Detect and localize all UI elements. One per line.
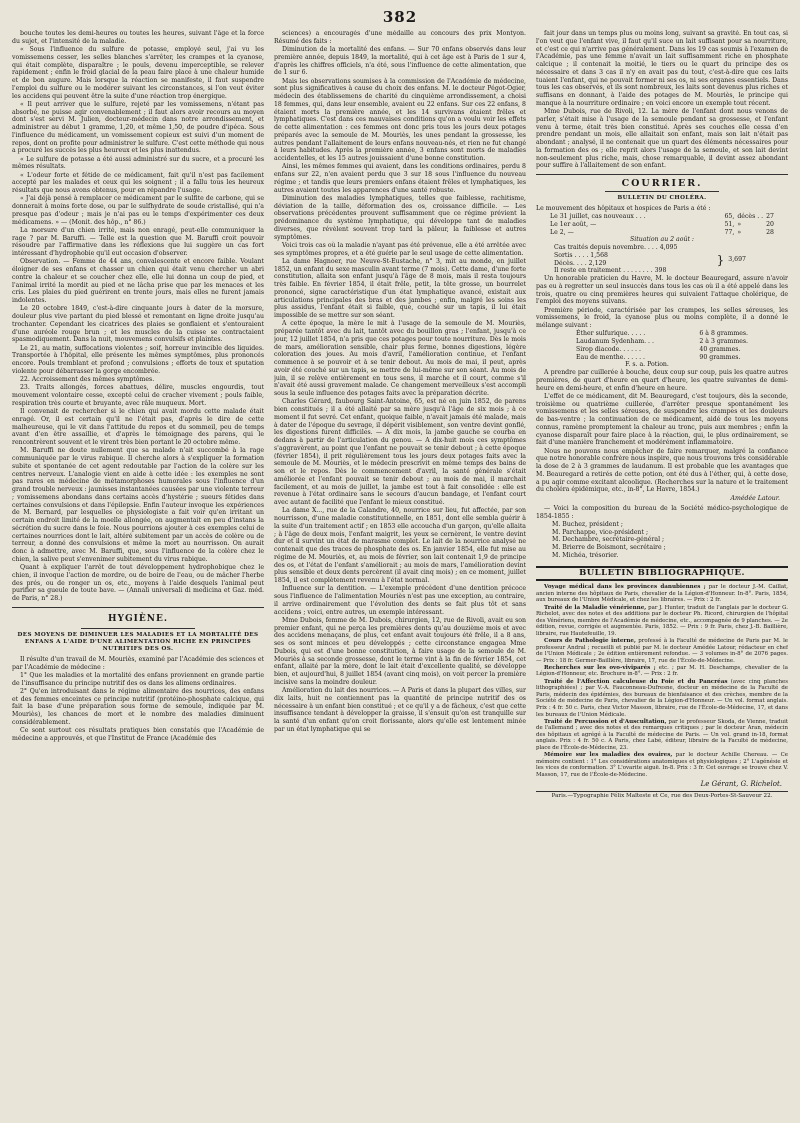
paragraph: 1° Que les maladies et la mortalité des enfans proviennent en grande partie de l'insuffisance du principe nutritif des os dans les alimens ordinaires. <box>12 671 264 687</box>
paragraph: 23. Traits allongés, forces abattues, délire, muscles engourdis, tout mouvement volontaire cesse, excepté celui de cracher vivement ; pouls faible, respiration très courte et bruyante, avec râle muqueux. Mort. <box>12 384 264 407</box>
biblio-entry-text: par le docteur Achille Chereau. — Ce mémoire contient : 1° Les considérations anatomiques et physiologiques ; 2° L'agénésie et les vices de conformation. 3° L'ovarite aiguë. In-8. Prix : 3 fr. Cet ouvrage se trouve chez V. Masson, 17, rue de l'École-de-Médecine. <box>536 752 788 778</box>
biblio-entry <box>536 679 788 719</box>
biblio-title: BULLETIN BIBLIOGRAPHIQUE. <box>536 566 788 582</box>
stat-cell: Le 31 juillet, cas nouveaux . . . <box>550 213 646 220</box>
paragraph: Première période, caractérisée par les crampes, les selles séreuses, les vomissemens, le froid, la cyanose plus ou moins complète, il a donné le mélange suivant : <box>536 306 788 329</box>
hygiene-title: HYGIÈNE. <box>108 613 168 624</box>
courrier-intro: Le mouvement des hôpitaux et hospices de Paris a été : <box>536 204 711 212</box>
paragraph: Voici trois cas où la maladie n'ayant pas été prévenue, elle a été arrêtée avec ses symptômes propres, et a été guérie par le seul usage de cette alimentation. <box>274 241 526 257</box>
paragraph: Ainsi, les mêmes femmes qui avaient, dans les conditions ordinaires, perdu 8 enfans sur 22, n'en avaient perdu que 3 sur 18 sous l'influence du nouveau régime ; et tandis que leurs premiers enfans étaient frêles et lymphatiques, les autres avaient toutes les apparences d'une santé robuste. <box>274 163 526 194</box>
paragraph: Amélioration du lait des nourrices. — A Paris et dans la plupart des villes, sur dix laits, huit ne contiennent pas la quantité de principe nutritif des os nécessaire à un enfant bien constitué ; et ce qu'il y a de fâcheux, c'est que cette insuffisance tendant à développer la graisse, il s'ensuit qu'on est tranquille sur la santé d'un enfant qu'on croit florissante, alors qu'elle est lentement minée par un état lymphatique qui se <box>274 687 526 733</box>
paragraph: Diminution des maladies lymphatiques, telles que faiblesse, rachitisme, déviation de la taille, déformation des os, croissance difficile. — Les observations précédentes prouvent suffisamment que ce régime prévient la prédominance du système lymphatique, qui développe tant de maladies diverses, que révèlent souvent trop tard la pâleur, la faiblesse et autres symptômes. <box>274 194 526 241</box>
biblio-entry-text: (avec cinq planches lithographiées) ; par V.-A. Fauconneau-Dufresne, docteur en médecine de la Faculté de Paris, médecin des épidémies, des bureaux de bienfaisance et des crèches, membre de la Société de médecine de Paris, chevalier de la Légion-d'Honneur. — Un vol. format anglais. Prix : 4 fr. 50 c. Paris, chez Victor Masson, libraire, rue de l'École-de-Médecine, 17, et dans les bureaux de l'Union Médicale. <box>536 678 788 718</box>
formula-cell: 40 grammes. <box>699 345 741 353</box>
col3-body <box>536 30 788 170</box>
paragraph: Le 21, au matin, suffocations violentes ; soif, horreur invincible des liquides. Transportée à l'hôpital, elle présente les mêmes symptômes, plus prononcés encore. Pouls tremblant et profond ; convulsions ; efforts de toux et sputation violente pour débarrasser la gorge encombrée. <box>12 344 264 375</box>
list-item: M. Michéa, trésorier. <box>552 551 619 559</box>
col1-body <box>12 30 264 603</box>
paragraph: « Il peut arriver que le sulfure, rejeté par les vomissemens, n'étant pas absorbé, ne puisse agir convenablement ; il faut alors avoir recours au moyen dont s'est servi M. Julien, docteur-médecin dans notre arrondissement, et administrer au début 1 gramme, 1,20, et même 1,50, de poudre d'ipéca. Sous l'influence du médicament, un vomissement copieux est suivi d'un moment de repos, dont on profite pour administrer le sulfure. C'est cette méthode qui nous a procuré les succès les plus heureux et les plus inattendus. <box>12 100 264 155</box>
stat-cell: 20 <box>766 220 774 228</box>
paragraph: La dame Hagnoer, rue Neuve-St-Eustache, n° 3, mit au monde, en juillet 1852, un enfant du sexe masculin avant terme (7 mois). Cette dame, d'une forte constitution, allaita son enfant jusqu'à l'âge de 8 mois, mais il resta toujours très faible. En février 1854, il était frêle, petit, la tête grosse, un bourrelet prononcé, signe caractéristique d'un état lymphatique avancé, existait aux articulations principales des bras et des jambes ; enfin, malgré les soins les plus assidus, l'enfant était si faible, que, couché sur un tapis, il lui était impossible de se mettre sur son séant. <box>274 257 526 319</box>
biblio-entry-text: professé à la Faculté de médecine de Paris par M. le professeur Andral ; recueilli et publié par M. le docteur Amédée Latour, rédacteur en chef de l'Union Médicale ; 2e édition entièrement refondue. — 3 volumes in-8° de 2076 pages. — Prix : 18 fr. Germer-Baillière, libraire, 17, rue de l'École-de-Médecine. <box>536 638 788 664</box>
paragraph: La dame X..., rue de la Calandre, 40, nourrice sur lieu, fut affectée, par son nourrisson, d'une maladie constitutionnelle, en 1851, dont elle sembla guérir à la suite d'un traitement actif ; en 1853 elle accoucha d'un garçon, qu'elle allaita ; à l'âge de deux mois, l'enfant maigrit, les yeux se cernèrent, le ventre devint dur et il survint un état de marasme complet. Le lait de la nourrice analysé ne contenait que des traces de phosphate des os. En janvier 1854, elle fut mise au régime de M. Mouriès, et, au mois de février, son lait contenait 1,9 de principe des os, et l'état de l'enfant s'améliorait ; au mois de mars, l'amélioration devint plus sensible et deux dents percèrent (il avait cinq mois) ; en ce moment, juillet 1854, il est complètement revenu à l'état normal. <box>274 507 526 584</box>
paragraph: sciences) a encouragés d'une médaille au concours des prix Montyon. Résumé des faits : <box>274 30 526 45</box>
page-number: 382 <box>382 8 418 26</box>
biblio-entry <box>536 584 788 604</box>
paragraph: Le 20 octobre 1849, c'est-à-dire cinquante jours à dater de la morsure, douleur plus vive partant du pied blessé et remontant en ligne droite jusqu'au trochanter. Cependant les cicatrices des plaies se gonflaient et s'entouraient d'une auréole rouge brun ; et les muscles de la cuisse se contractaient spasmodiquement. Dans la nuit, mouvemens convulsifs et plaintes. <box>12 305 264 344</box>
biblio-entry <box>536 638 788 664</box>
potion-formula <box>536 330 788 361</box>
paragraph: 22. Accroissement des mêmes symptômes. <box>20 376 155 383</box>
paragraph: Il convenait de rechercher si le chien qui avait mordu cette malade était enragé. Or, il est certain qu'il ne l'était pas, d'après le dire de cette malheureuse, qui le vit dans l'attitude du repos et du sommeil, peu de temps avant d'en être assaillie, et d'après le témoignage des parens, qui le rencontrèrent souvent et le virent très bien portant le 20 octobre même. <box>12 408 264 446</box>
paragraph: M. Baruffi ne doute nullement que sa malade n'ait succombé à la rage communiquée par le virus rabique. Il cherche alors à s'expliquer la formation subite et spontanée de cet agent redoutable par l'action de la colère sur les centres nerveux. L'analogie vient en aide à cette idée : les exemples ne sont pas rares en médecine de métamorphoses humorales sous l'influence d'un grand trouble nerveux : jaunisses instantanées causées par une violente terreur ; vomissemens abondans dans certains accès d'hystérie ; sueurs fétides dans certaines convulsions et dans l'épilepsie. Enfin l'auteur invoque les expériences de M. Bernard, par lesquelles ce physiologiste a fait voir qu'en irritant un certain endroit limité de la moelle allongée, on augmentait en peu d'instans la sécrétion du sucre dans le foie. Nous pourrions ajouter à ces exemples celui de certaines nourrices dont le lait, altéré subitement par un accès de colère ou de terreur, a donné des convulsions et même la mort au nourrisson. On aurait donc à admettre, avec M. Baruffi, que, sous l'influence de la colère chez le chien, la salive peut s'envenimer subitement du virus rabique. <box>12 447 264 563</box>
paragraph: A prendre par cuillerée à bouche, deux coup sur coup, puis les quatre autres premières, de quart d'heure en quart d'heure, les quatre suivantes de demi-heure en demi-heure, et enfin d'heure en heure. <box>536 369 788 392</box>
formula-cell: Éther sulfurique. . . . . <box>576 330 646 338</box>
gerant-line: Le Gérant, G. Richelot. <box>700 780 782 789</box>
cholera-bulletin-title: BULLETIN DU CHOLÉRA. <box>617 194 707 201</box>
courrier-rule <box>536 174 788 175</box>
biblio-entry <box>536 752 788 778</box>
column-3 <box>536 30 788 1123</box>
sortis-count: Sortis . . . . 1,568 <box>554 251 608 259</box>
signature: Amédée Latour. <box>730 495 780 502</box>
formula-cell: Eau de menthe. . . . . . <box>576 353 646 361</box>
formula-cell: 90 grammes. <box>699 353 741 361</box>
biblio-entry-title: Traité de Percussion et d'Auscultation, <box>544 718 667 725</box>
situation-label: Situation au 2 août : <box>629 236 694 244</box>
remaining-count: Il reste en traitement . . . . . . . . 398 <box>554 267 667 275</box>
paragraph: « L'odeur forte et fétide de ce médicament, fait qu'il n'est pas facilement accepté par les malades et ceux qui les soignent ; il a fallu tous les heureux résultats que nous avons obtenus, pour en répandre l'usage. <box>12 171 264 194</box>
paragraph: « Sous l'influence du sulfure de potasse, employé seul, j'ai vu les vomissemens cesser, les selles blanches s'arrêter, les crampes et la cyanose, qui était complète, disparaître ; le pouls, devenu imperceptible, se relever rapidement ; enfin le froid glacial de la peau faire place à une chaleur humide et de bon augure. Mais lorsque la réaction se manifeste, il faut suspendre l'emploi du sulfure ou le modérer suivant les circonstances, si l'on veut éviter les accidens qui peuvent être la suite d'une réaction trop énergique. <box>12 46 264 100</box>
list-item: M. Dechambre, secrétaire-général ; <box>552 536 665 544</box>
stat-cell: décès . . <box>737 213 764 220</box>
paragraph: Diminution de la mortalité des enfans. — Sur 70 enfans observés dans leur première année, depuis 1849, la mortalité, qui à cet âge est à Paris de 1 sur 4, d'après les chiffres officiels, n'a été, sous l'influence de cette alimentation, que de 1 sur 6. <box>274 46 526 77</box>
deces-count: Décès. . . . 2,129 <box>554 259 607 267</box>
courrier-paras <box>536 275 788 330</box>
formula-cell: Sirop diacode. . . . . . <box>576 345 641 353</box>
stat-cell: 65, <box>724 213 735 220</box>
column-1 <box>12 30 264 1123</box>
paragraph: Ce sont surtout ces résultats pratiques bien constatés que l'Académie de médecine a approuvés, et que l'Institut de France (Académie des <box>12 727 264 742</box>
paragraph: 2° Qu'en introduisant dans le régime alimentaire des nourrices, des enfans et des femmes enceintes ce principe nutritif (protéino-phosphate calcique, qui fait la base d'une préparation sous forme de semoule, indiquée par M. Mouriès), les chances de mort et le nombre des maladies diminuent considérablement. <box>12 687 264 726</box>
paragraph: A cette époque, la mère le mit à l'usage de la semoule de M. Mouriès, préparée tantôt avec du lait, tantôt avec du bouillon gras ; l'enfant, jusqu'à ce jour, 12 juillet 1854, n'a pris que ces potages pour toute nourriture. Dès le mois de mars, amélioration sensible, chair plus ferme, bonnes digestions, légère coloration des joues. Au mois d'avril, l'amélioration continue, et l'enfant commence à se pouvoir et à se tenir debout. Au mois de mai, il peut, après avoir été couché sur un tapis, se mettre de lui-même sur son séant. Au mois de juin, il se relève entièrement en tous sens, il marche et il court, comme s'il n'avait été aussi gravement malade. Ce changement merveilleux s'est accompli sous la seule influence des potages faits avec la préparation décrite. <box>274 320 526 397</box>
paragraph: Observation. — Femme de 44 ans, convalescente et encore faible. Voulant éloigner de ses enfans et chasser un chien qui était venu chercher un abri contre la chaleur et se coucher chez elle, elle lui donna un coup de pied, et l'animal irrité la mordit au pied et ne lâcha prise que par les menaces et les cris. Les plaies du pied guérirent en trente jours, mais elles ne furent jamais indolentes. <box>12 258 264 304</box>
biblio-entry-title: Traité de la Maladie vénérienne, <box>544 604 647 611</box>
biblio-entry-title: Traité de l'Affection calculeuse du Foie et du Pancréas <box>544 678 728 685</box>
biblio-entry-title: Cours de Pathologie interne, <box>544 638 636 644</box>
paragraph: bouche toutes les demi-heures ou toutes les heures, suivant l'âge et la force du sujet, et l'intensité de la maladie. <box>12 30 264 45</box>
stat-cell: Le 1er août, — <box>550 220 597 228</box>
outcome-group <box>554 252 770 268</box>
paragraph: Un honorable praticien du Havre, M. le docteur Beauregard, assure n'avoir pas eu à regretter un seul insuccès dans tous les cas où il a été appelé dans les trois, quatre ou cinq premières heures qui suivaient l'attaque cholérique, de l'emploi des moyens suivans. <box>536 275 788 306</box>
col1-end <box>12 656 264 743</box>
short-rule <box>81 628 194 629</box>
bureau-intro: — Voici la composition du bureau de la Société médico-psychologique de 1854-1855 : <box>536 504 788 520</box>
paragraph: Il résulte d'un travail de M. Mouriès, examiné par l'Académie des sciences et par l'Académie de médecine : <box>12 655 264 671</box>
biblio-entry-title: Mémoire sur les maladies des ovaires, <box>544 752 673 759</box>
biblio-entry <box>536 665 788 678</box>
stat-cell: 51, <box>724 220 735 228</box>
paragraph: Mme Dubois, rue de Rivoli, 12. La mère de l'enfant dont nous venons de parler, s'était mise à l'usage de la semoule pendant sa grossesse, et l'enfant venu à terme, était très bien constitué. Après ses couches elle cessa d'en prendre pendant un mois, elle allaitait son enfant, mais son lait n'était pas abondant ; analysé, il ne contenait que un quart des éléments nécessaires pour la formation des os ; elle reprit alors l'usage de la semoule, et son lait devint non-seulement plus riche, mais, chose remarquable, il devint assez abondant pour suffire à l'allaitement de son enfant. <box>536 108 788 170</box>
col2-body <box>274 30 526 734</box>
biblio-entry <box>536 605 788 638</box>
courrier-paras-2 <box>536 369 788 494</box>
printer-line: Paris.—Typographie Félix Malteste et Ce, rue des Deux-Portes-St-Sauveur 22. <box>536 791 788 800</box>
paragraph: Mais les observations soumises à la commission de l'Académie de médecine, sont plus significatives à cause du choix des enfans. M. le docteur Pégot-Ogier, médecin des établissemens de charité du cinquième arrondissement, a choisi 18 femmes, qui, dans leur ensemble, avaient eu 22 enfans. Sur ces 22 enfans, 8 étaient morts la première année, et les 14 survivans étaient frêles et lymphatiques. C'est dans ces mauvaises conditions qu'on a voulu voir les effets de cette alimentation : ces femmes ont donc pris tous les jours deux potages préparés avec la semoule de M. Mouriès, les unes pendant la grossesse, les autres pendant l'allaitement de leurs enfans nouveau-nés, et rien ne fut changé à leurs habitudes. Après la première année, 3 enfans sont morts de maladies accidentelles, et les 15 autres jouissaient d'une bonne constitution. <box>274 77 526 162</box>
brace: } <box>716 252 725 267</box>
section-rule <box>12 607 264 608</box>
bureau-list <box>552 521 788 560</box>
stat-cell: » <box>737 228 742 236</box>
situation-block <box>536 244 788 275</box>
biblio-entry-text: par J. Hunter, traduit de l'anglais par le docteur G. Richelot, avec des notes et des additions par le docteur Ph. Ricord, chirurgien de l'hôpital des Vénériens, membre de l'Académie de médecine, etc., accompagnée de 9 planches. — 2e édition, revue, corrigée et augmentée. Paris, 1852. — Prix : 9 fr. Paris, chez J.-B. Baillière, libraire, rue Hautefeuille, 19. <box>536 604 788 637</box>
formula-end: F. s. a. Potion. <box>625 361 669 369</box>
courrier-title: COURRIER. <box>621 178 703 189</box>
paragraph: Quant à expliquer l'arrêt de tout développement hydrophobique chez le chien, il invoque l'action de mordre, ou de boire de l'eau, ou de mâcher l'herbe des prés, ou de ronger un os, etc., moyens à l'aide desquels l'animal peut purifier sa gueule de toute bave. — (Annali universali di medicina et Gaz. méd. de Paris, n° 28.) <box>12 564 264 602</box>
biblio-entry-title: Recherches sur les ovo-viviparés ; <box>544 664 656 671</box>
paragraph: fait jour dans un temps plus ou moins long, suivant sa gravité. En tout cas, si l'on veut que l'enfant vive, il faut qu'il suce un lait suffisant pour sa nourriture, et c'est ce qui n'arrive pas généralement. Dans les 19 cas soumis à l'examen de l'Académie, pas une femme n'avait un lait suffisamment riche en phosphate calcique ; il contenait la moitié, le tiers ou le quart du principe des os nécessaire et dans 3 cas il n'y en avait pas du tout, c'est-à-dire que ces laits tuaient l'enfant, qui ne pouvait former ni ses os, ni ses organes essentiels. Dans tous les cas observés, et ils sont nombreux, les laits sont devenus plus riches et suffisans en donnant, à l'aide des potages de M. Mouriès, le principe qui manque à la nourriture ordinaire ; en voici encore un exemple tout récent. <box>536 30 788 107</box>
treated-count: Cas traités depuis novembre. . . . 4,095 <box>554 244 678 251</box>
paragraph: Nous ne pouvons nous empêcher de faire remarquer, malgré la confiance que notre honorable confrère nous inspire, que nous trouvons très considérable la dose de 2 à 3 grammes de laudanum. Il est probable que les avantages que M. Beauregard a retirés de cette potion, ont été dus à l'éther, qui, à cette dose, a pu agir comme excitant alcoolique. (Recherches sur la nature et le traitement du choléra épidémique, etc., in-8°, Le Havre, 1854.) <box>536 447 788 494</box>
formula-cell: 2 à 3 grammes. <box>699 338 748 345</box>
formula-cell: Laudanum Sydenham. . . <box>576 338 654 345</box>
biblio-entry-text: par le professeur Skoda, de Vienne, traduit de l'allemand ; avec des notes et des remarques critiques ; par le docteur Aran, médecin des hôpitaux et agrégé à la Faculté de médecine de Paris. — Un vol. grand in-18, format anglais. Prix : 4 fr. 50 c. A Paris, chez Labé, éditeur, libraire de la Faculté de médecine, place de l'École-de-Médecine, 23. <box>536 718 788 751</box>
list-item: M. Brierre de Boismont, secrétaire ; <box>552 544 666 551</box>
paragraph: « J'ai déjà pensé à remplacer ce médicament par le sulfite de carbone, qui se donnerait à moins forte dose, ou par le sulfhydrate de soude cristallisé, qui n'a presque pas d'odeur ; mais je n'ai pas eu le temps d'expérimenter ces deux médicamens. » — (Monit. des hôp., n° 86.) <box>12 195 264 226</box>
stat-cell: 27 <box>766 213 774 220</box>
list-item: M. Parchappe, vice-président ; <box>552 528 649 536</box>
stat-cell: Le 2, — <box>550 228 574 236</box>
cholera-stats <box>536 213 788 236</box>
list-item: M. Buchez, président ; <box>552 520 623 528</box>
biblio-list <box>536 584 788 778</box>
biblio-entry-text: etc. ; par M. H. Deschamps, chevalier de la Légion-d'Honneur, etc. Brochure in-8°. — Prix : 2 fr. <box>536 664 788 678</box>
columns <box>12 30 788 1123</box>
biblio-entry-title: Voyage médical dans les provinces danubiennes ; <box>544 584 706 591</box>
paragraph: Influence sur la dentition. — L'exemple précédent d'une dentition précoce sous l'influence de l'alimentation Mouriès n'est pas une exception, au contraire, il arrive ordinairement que l'évolution des dents se fait plus tôt et sans accidens ; voici, entre autres, un exemple intéressant. <box>274 585 526 616</box>
biblio-entry-text: par le docteur J.-M. Caillat, ancien interne des hôpitaux de Paris, chevalier de la Légion-d'Honneur. In-8°. Paris, 1854, aux bureaux de l'Union Médicale, et chez les libraires. — Prix : 2 fr. <box>536 584 788 604</box>
outcome-lines <box>554 252 717 268</box>
stat-cell: » <box>737 220 742 228</box>
short-rule <box>605 191 718 192</box>
hygiene-subtitle: DES MOYENS DE DIMINUER LES MALADIES ET LA MORTALITÉ DES ENFANS A L'AIDE D'UNE ALIMENTATION RICHE EN PRINCIPES NUTRITIFS DES OS. <box>17 631 259 652</box>
paragraph: « Le sulfure de potasse a été aussi administré sur du sucre, et a procuré les mêmes résultats. <box>12 155 264 171</box>
paragraph: Charles Gérard, faubourg Saint-Antoine, 65, est né en juin 1852, de parens bien constitués ; il a été allaité par sa mère jusqu'à l'âge de six mois ; à ce moment il fut sevré. Cet enfant, quoique faible, n'avait jamais été malade, mais à dater de l'époque du sevrage, il dépérit visiblement, son ventre devint gonflé, les digestions furent difficiles. — A dix mois, la jambe gauche se courba en dedans à partir de l'articulation du genou. — A dix-huit mois ces symptômes s'aggravèrent, au point que l'enfant ne pouvait se tenir debout ; à cette époque (février 1854), il prit régulièrement tous les jours deux potages faits avec la semoule de M. Mouriès, et le médecin prescrivit en même temps des bains de son et le repos. Dès le commencement d'avril, la santé générale s'était améliorée et l'enfant pouvait se tenir debout ; au mois de mai, il marchait facilement, et au mois de juillet, la jambe est tout à fait consolidée : elle est revenue à l'état ordinaire sans le secours d'aucun bandage, et l'enfant court avec autant de facilité que l'enfant le mieux constitué. <box>274 398 526 506</box>
paragraph: La morsure d'un chien irrité, mais non enragé, peut-elle communiquer la rage ? par M. Baruffi. — Telle est la question que M. Baruffi croit pouvoir résoudre par l'affirmative dans les réflexions que lui suggère un cas fort intéressant d'hydrophobie qu'il eut occasion d'observer. <box>12 226 264 257</box>
paragraph: L'effet de ce médicament, dit M. Beauregard, c'est toujours, dès la seconde, troisième ou quatrième cuillerée, d'arrêter presque spontanément les vomissemens et les selles séreuses, de suspendre les crampes et les douleurs de bas-ventre ; la continuation de ce médicament, aidé de tous les moyens connus, ramène promptement la chaleur au tronc, puis aux membres ; enfin la cyanose disparaît pour faire place à la réaction, qui, le plus ordinairement, se fait d'une manière franchement et modérément inflammatoire. <box>536 392 788 447</box>
formula-cell: 6 à 8 grammes. <box>699 330 748 338</box>
stat-cell: 28 <box>766 228 774 236</box>
column-2 <box>274 30 526 1123</box>
outcome-total: 3,697 <box>728 255 746 263</box>
biblio-entry <box>536 719 788 752</box>
paragraph: Mme Dubois, femme de M. Dubois, chirurgien, 12, rue de Rivoli, avait eu son premier enfant, qui ne perça les premières dents qu'au douzième mois et avec des accidens menaçans, de plus, cet enfant avait toujours été frêle, il a 8 ans, ses os sont minces et peu développés ; cette circonstance engagea Mme Dubois, qui est d'une bonne constitution, à faire usage de la semoule de M. Mouriès à sa seconde grossesse, dont le terme vint à la fin de février 1854, cet enfant, allaité par la mère, dont le lait était d'excellente qualité, se développe bien, et aujourd'hui, 8 juillet 1854 (avant cinq mois), on voit percer la première incisive sans la moindre douleur. <box>274 616 526 686</box>
stat-cell: 77, <box>724 228 735 236</box>
